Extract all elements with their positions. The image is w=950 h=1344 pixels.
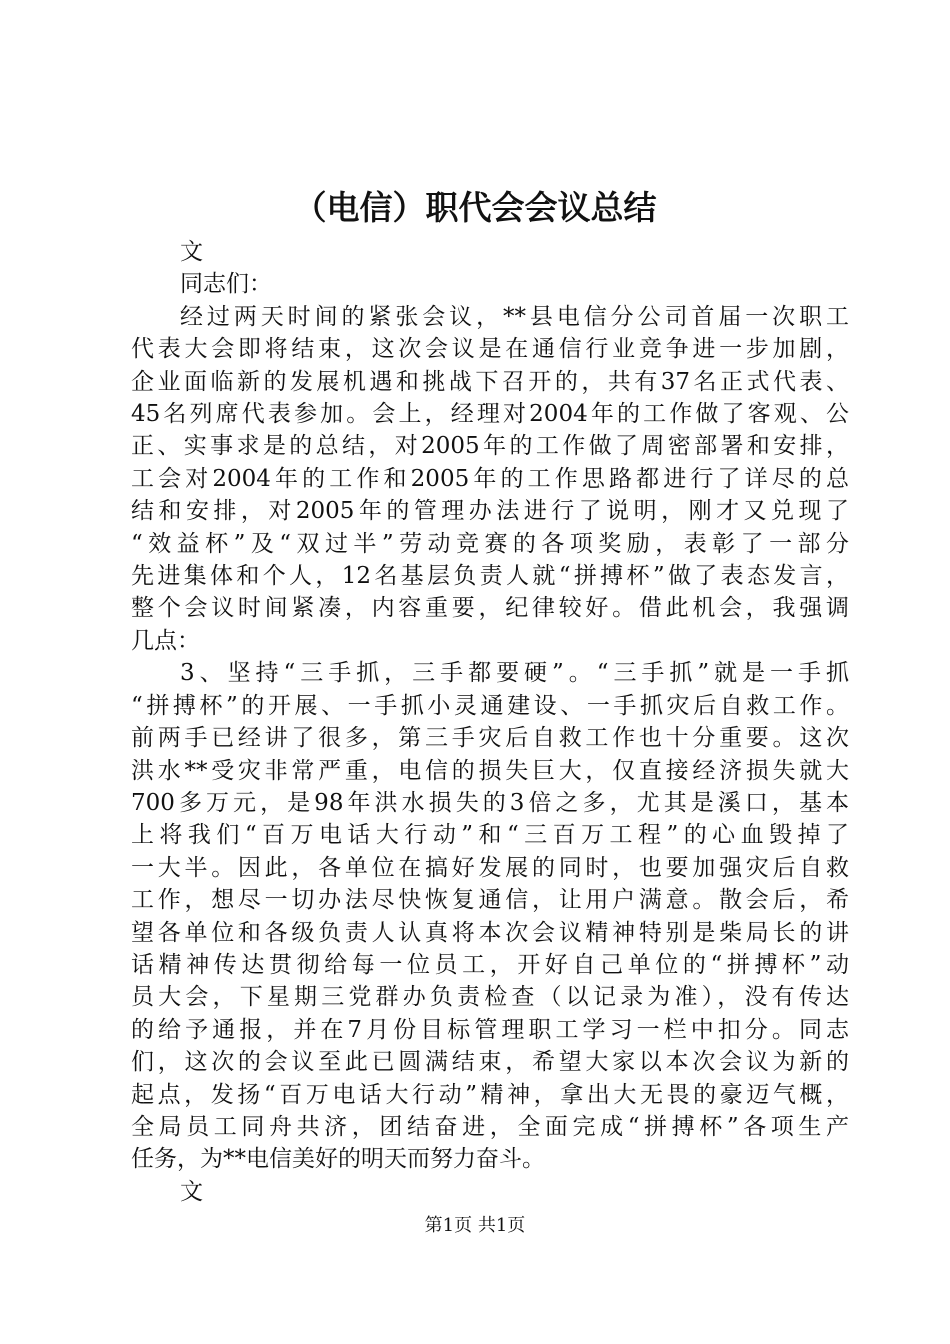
body-line: 先进集体和个人，12名基层负责人就“拼搏杯”做了表态发言， (131, 563, 849, 590)
document-body (131, 236, 849, 1208)
body-line: 的给予通报，并在7月份目标管理职工学习一栏中扣分。同志 (131, 1016, 849, 1043)
body-line: 全局员工同舟共济，团结奋进，全面完成“拼搏杯”各项生产 (131, 1113, 849, 1140)
body-line: 3、坚持“三手抓，三手都要硬”。“三手抓”就是一手抓 (180, 660, 849, 687)
body-line: 上将我们“百万电话大行动”和“三百万工程”的心血毁掉了 (131, 822, 849, 849)
body-line: 整个会议时间紧凑，内容重要，纪律较好。借此机会，我强调 (131, 595, 849, 622)
body-line: “效益杯”及“双过半”劳动竞赛的各项奖励，表彰了一部分 (131, 530, 849, 557)
body-line: 文 (180, 239, 203, 265)
body-line: 任务，为**电信美好的明天而努力奋斗。 (131, 1146, 545, 1173)
body-line: 望各单位和各级负责人认真将本次会议精神特别是柴局长的讲 (131, 919, 849, 946)
body-line: 正、实事求是的总结，对2005年的工作做了周密部署和安排， (131, 433, 849, 460)
body-line: 代表大会即将结束，这次会议是在通信行业竞争进一步加剧， (131, 336, 849, 363)
body-line: 几点： (131, 627, 200, 654)
body-line: 起点，发扬“百万电话大行动”精神，拿出大无畏的豪迈气概， (131, 1081, 849, 1108)
body-line: 同志们： (180, 271, 272, 298)
body-line: 洪水**受灾非常严重，电信的损失巨大，仅直接经济损失就大 (131, 757, 849, 784)
body-line: 700多万元，是98年洪水损失的3倍之多，尤其是溪口，基本 (131, 789, 849, 816)
body-line: 员大会，下星期三党群办负责检查（以记录为准），没有传达 (131, 984, 849, 1011)
body-line: 们，这次的会议至此已圆满结束，希望大家以本次会议为新的 (131, 1049, 849, 1076)
body-line: “拼搏杯”的开展、一手抓小灵通建设、一手抓灾后自救工作。 (131, 692, 849, 719)
page-footer: 第1页 共1页 (424, 1215, 526, 1236)
body-line: 经过两天时间的紧张会议，**县电信分公司首届一次职工 (180, 303, 849, 330)
body-line: 45名列席代表参加。会上，经理对2004年的工作做了客观、公 (131, 401, 849, 428)
body-line: 文 (180, 1178, 203, 1205)
body-line: 结和安排，对2005年的管理办法进行了说明，刚才又兑现了 (131, 498, 849, 525)
body-line: 话精神传达贯彻给每一位员工，开好自己单位的“拼搏杯”动 (131, 951, 849, 978)
body-line: 企业面临新的发展机遇和挑战下召开的，共有37名正式代表、 (131, 368, 849, 395)
body-line: 工会对2004年的工作和2005年的工作思路都进行了详尽的总 (131, 465, 849, 492)
body-line: 一大半。因此，各单位在搞好发展的同时，也要加强灾后自救 (131, 854, 849, 881)
body-line: 前两手已经讲了很多，第三手灾后自救工作也十分重要。这次 (131, 725, 849, 752)
body-line: 工作，想尽一切办法尽快恢复通信，让用户满意。散会后，希 (131, 887, 849, 914)
document-title: （电信）职代会会议总结 (293, 188, 657, 227)
